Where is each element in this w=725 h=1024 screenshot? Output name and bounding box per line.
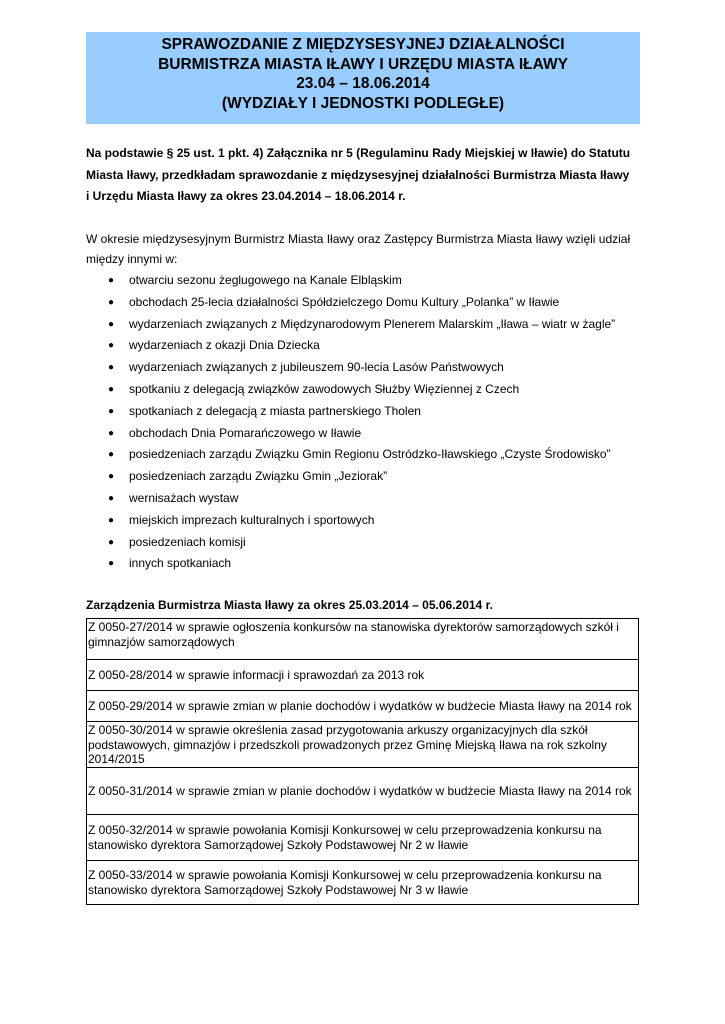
orders-table (86, 618, 639, 905)
list-item: ● wernisażach wystaw (105, 488, 645, 510)
table-cell: Z 0050-32/2014 w sprawie powołania Komisji Konkursowej w celu przeprowadzenia konkursu na stanowisko dyrektora Samorządowej Szkoły Podstawowej Nr 2 w Iławie (87, 814, 639, 860)
list-item: ● obchodach 25-lecia działalności Spółdzielczego Domu Kultury „Polanka” w Iławie (105, 292, 645, 314)
table-row (87, 660, 639, 691)
bullet-icon: ● (108, 536, 115, 548)
report-period: 23.04 – 18.06.2014 (296, 75, 430, 92)
intro-line: Miasta Iławy, przedkładam sprawozdanie z międzysesyjnej działalności Burmistrza Miasta Iławy (86, 167, 630, 182)
paragraph-line: między innymi w: (86, 252, 178, 266)
bullet-icon: ● (108, 318, 115, 330)
bullet-icon: ● (108, 275, 115, 286)
legal-basis-paragraph (86, 143, 642, 208)
list-item: ● otwarciu sezonu żeglugowego na Kanale Elbląskim (105, 270, 645, 292)
list-item: ● spotkaniu z delegacją związków zawodowych Służby Więziennej z Czech (105, 379, 645, 401)
table-cell: Z 0050-33/2014 w sprawie powołania Komisji Konkursowej w celu przeprowadzenia konkursu na stanowisko dyrektora Samorządowej Szkoły Podstawowej Nr 3 w Iławie (87, 860, 639, 904)
table-row (87, 691, 639, 722)
list-item: ● innych spotkaniach (105, 553, 645, 575)
table-row (87, 767, 639, 814)
list-item: ● posiedzeniach zarządu Związku Gmin „Jeziorak” (105, 466, 645, 488)
paragraph-line: W okresie międzysesyjnym Burmistrz Miasta Iławy oraz Zastępcy Burmistrza Miasta Iławy wzięli udział (86, 232, 631, 246)
bullet-icon: ● (108, 296, 115, 308)
list-item: ● spotkaniach z delegacją z miasta partnerskiego Tholen (105, 401, 645, 423)
bullet-icon: ● (108, 340, 115, 352)
list-item: ● wydarzeniach związanych z jubileuszem 90-lecia Lasów Państwowych (105, 357, 645, 379)
orders-section-title: Zarządzenia Burmistrza Miasta Iławy za okres 25.03.2014 – 05.06.2014 r. (86, 598, 493, 612)
report-title-line: SPRAWOZDANIE Z MIĘDZYSESYJNEJ DZIAŁALNOŚCI (161, 36, 565, 53)
list-item: ● posiedzeniach komisji (105, 532, 645, 554)
table-cell: Z 0050-30/2014 w sprawie określenia zasad przygotowania arkuszy organizacyjnych dla szkół podstawowych, gimnazjów i przedszkoli prowadzonych przez Gminę Miejską Iława na rok szkolny 2014/2015 (87, 722, 639, 768)
list-item: ● miejskich imprezach kulturalnych i sportowych (105, 510, 645, 532)
table-row (87, 619, 639, 660)
table-row (87, 860, 639, 904)
table-cell: Z 0050-29/2014 w sprawie zmian w planie dochodów i wydatków w budżecie Miasta Iławy na 2014 rok (87, 691, 639, 722)
list-item: ● wydarzeniach z okazji Dnia Dziecka (105, 335, 645, 357)
table-cell: Z 0050-27/2014 w sprawie ogłoszenia konkursów na stanowiska dyrektorów samorządowych szkół i gimnazjów samorządowych (87, 619, 639, 660)
list-item: ● posiedzeniach zarządu Związku Gmin Regionu Ostródzko-Iławskiego „Czyste Środowisko” (105, 444, 645, 466)
list-item: ● obchodach Dnia Pomarańczowego w Iławie (105, 423, 645, 445)
table-cell: Z 0050-28/2014 w sprawie informacji i sprawozdań za 2013 rok (87, 660, 639, 691)
table-cell: Z 0050-31/2014 w sprawie zmian w planie dochodów i wydatków w budżecie Miasta Iławy na 2014 rok (87, 767, 639, 814)
list-item: ● wydarzeniach związanych z Międzynarodowym Plenerem Malarskim „Iława – wiatr w żagle” (105, 314, 645, 336)
bullet-icon: ● (108, 449, 115, 461)
bullet-icon: ● (108, 492, 115, 504)
table-row (87, 722, 639, 768)
intro-line: Na podstawie § 25 ust. 1 pkt. 4) Załącznika nr 5 (Regulaminu Rady Miejskiej w Iławie) do Statutu (86, 146, 631, 160)
bullet-icon: ● (108, 514, 115, 526)
bullet-icon: ● (108, 362, 115, 374)
bullet-icon: ● (108, 427, 115, 439)
activities-list (105, 270, 645, 575)
table-row (87, 814, 639, 860)
activities-intro-paragraph (86, 229, 642, 269)
report-title-box (86, 32, 640, 124)
report-subtitle: (WYDZIAŁY I JEDNOSTKI PODLEGŁE) (221, 94, 505, 112)
bullet-icon: ● (108, 558, 115, 570)
intro-line: i Urzędu Miasta Iławy za okres 23.04.2014 – 18.06.2014 r. (86, 189, 406, 204)
report-title-line: BURMISTRZA MIASTA IŁAWY I URZĘDU MIASTA IŁAWY (158, 55, 568, 73)
bullet-icon: ● (108, 405, 115, 417)
bullet-icon: ● (108, 383, 115, 395)
bullet-icon: ● (108, 471, 115, 483)
